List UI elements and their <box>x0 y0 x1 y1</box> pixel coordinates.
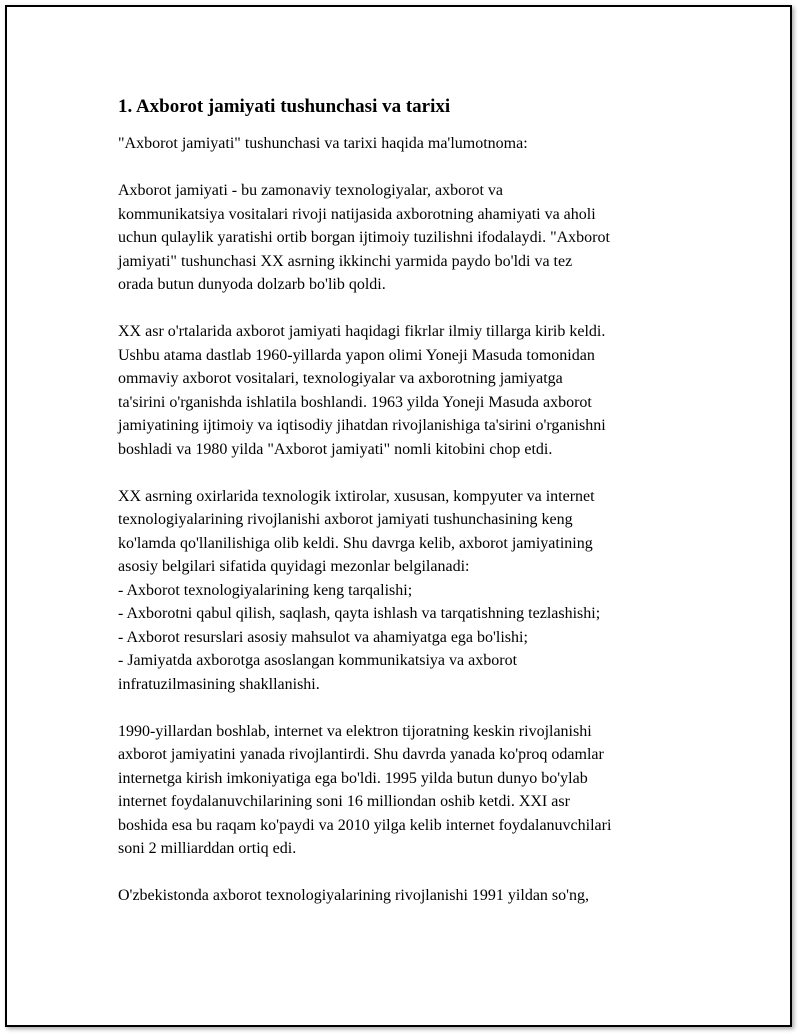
intro-paragraph: "Axborot jamiyati" tushunchasi va tarixi haqida ma'lumotnoma: <box>118 135 528 152</box>
list-item: - Axborotni qabul qilish, saqlash, qayta ishlash va tarqatishning tezlashishi; <box>118 605 601 622</box>
criteria-list <box>118 579 708 697</box>
document-body <box>118 95 708 931</box>
list-item: - Axborot resurslari asosiy mahsulot va ahamiyatga ega bo'lishi; <box>118 628 528 646</box>
list-item: - Jamiyatda axborotga asoslangan kommunikatsiya va axborot infratuzilmasining shakllanishi. <box>118 652 518 693</box>
paragraph-definition: Axborot jamiyati - bu zamonaviy texnologiyalar, axborot va kommunikatsiya vositalari rivoji natijasida axborotning ahamiyati va aholi uchun qulaylik yaratishi ortib borgan ijtimoiy tuzilishni ifodalaydi. "Axborot jamiyati" tushunchasi XX asrning ikkinchi yarmida paydo bo'ldi va tez orada butun dunyoda dolzarb bo'lib qoldi. <box>118 182 610 293</box>
document-heading: 1. Axborot jamiyati tushunchasi va tarixi <box>118 96 451 117</box>
list-item: - Axborot texnologiyalarining keng tarqalishi; <box>118 581 413 599</box>
paragraph-internet: 1990-yillardan boshlab, internet va elektron tijoratning keskin rivojlanishi axborot jamiyatini yanada rivojlantirdi. Shu davrda yanada ko'proq odamlar internetga kirish imkoniyatiga ega bo'ldi. 1995 yilda butun dunyo bo'ylab internet foydalanuvchilarining soni 16 milliondan oshib ketdi. XXI asr boshida esa bu raqam ko'paydi va 2010 yilga kelib internet foydalanuvchilari soni 2 milliarddan ortiq edi. <box>118 722 612 857</box>
paragraph-criteria: XX asrning oxirlarida texnologik ixtirolar, xususan, kompyuter va internet texnologiyalarining rivojlanishi axborot jamiyati tushunchasining keng ko'lamda qo'llanilishiga olib keldi. Shu davrga kelib, axborot jamiyatining asosiy belgilari sifatida quyidagi mezonlar belgilanadi: <box>118 487 595 575</box>
paragraph-history: XX asr o'rtalarida axborot jamiyati haqidagi fikrlar ilmiy tillarga kirib keldi. Ushbu atama dastlab 1960-yillarda yapon olimi Yoneji Masuda tomonidan ommaviy axborot vositalari, texnologiyalar va axborotning jamiyatga ta'sirini o'rganishda ishlatila boshlandi. 1963 yilda Yoneji Masuda axborot jamiyatining ijtimoiy va iqtisodiy jihatdan rivojlanishiga ta'sirini o'rganishni boshladi va 1980 yilda "Axborot jamiyati" nomli kitobini chop etdi. <box>118 323 606 458</box>
paragraph-uzbekistan: O'zbekistonda axborot texnologiyalarining rivojlanishi 1991 yildan so'ng, <box>118 887 590 904</box>
